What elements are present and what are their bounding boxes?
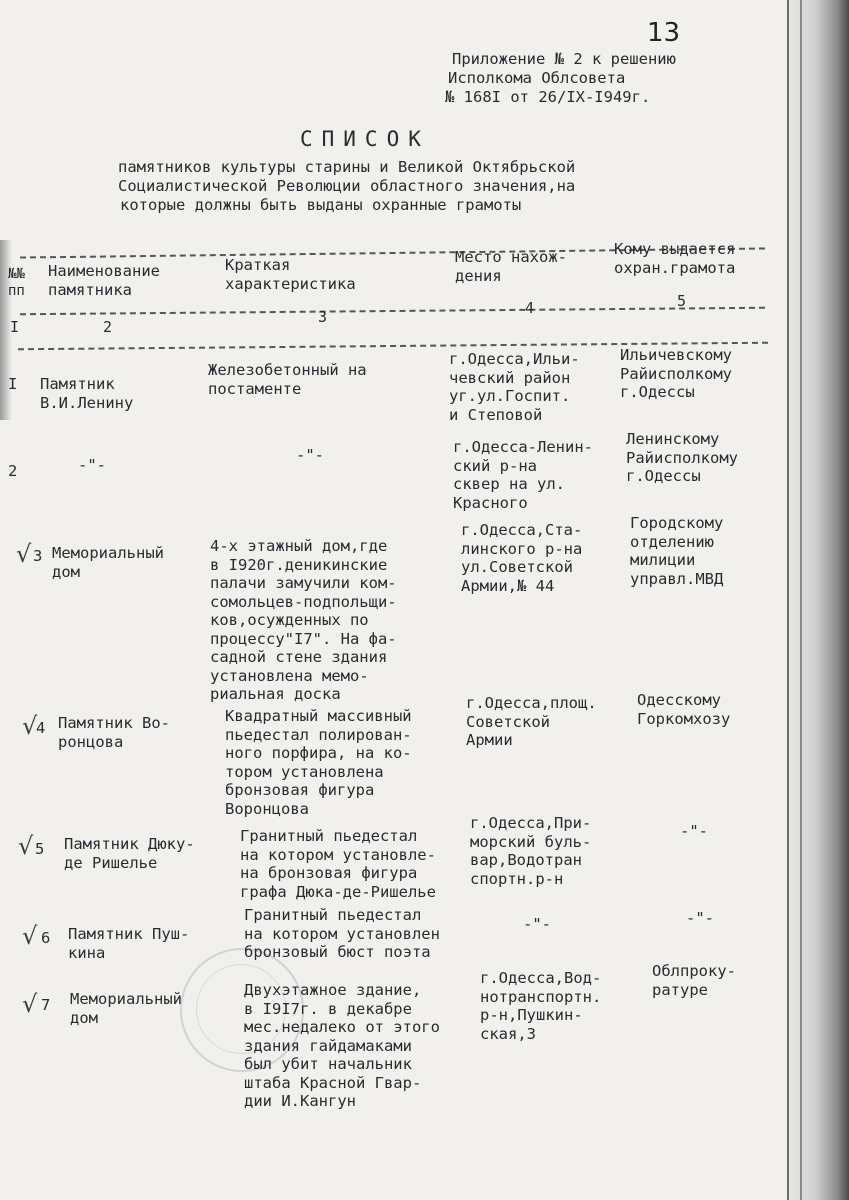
checkmark-icon: √	[16, 540, 32, 568]
page-edge-line	[800, 0, 802, 1200]
row-desc: -"-	[296, 446, 324, 464]
subtitle-line-3: которые должны быть выданы охранные грамоты	[120, 196, 522, 214]
checkmark-icon: √	[22, 990, 38, 1018]
header-place: Место нахож- дения	[455, 248, 567, 285]
page-edge-shadow	[789, 0, 849, 1200]
column-number: 3	[318, 308, 328, 326]
subtitle-line-2: Социалистической Революции областного значения,на	[118, 177, 576, 195]
row-desc: Железобетонный на постаменте	[208, 361, 367, 398]
row-name: Памятник Пуш- кина	[68, 925, 190, 962]
document-title: СПИСОК	[300, 127, 430, 151]
row-to: Ленинскому Райисполкому г.Одессы	[626, 430, 738, 485]
checkmark-icon: √	[22, 712, 38, 740]
row-desc: Квадратный массивный пьедестал полирован- ного порфира, на ко- тором установлена бронзовая фигура Воронцова	[225, 707, 412, 818]
header-bottom-rule	[20, 307, 765, 316]
row-place: г.Одесса,площ. Советской Армии	[466, 694, 597, 749]
row-to: -"-	[686, 909, 714, 927]
row-desc: Гранитный пьедестал на котором установлен бронзовый бюст поэта	[244, 906, 440, 961]
row-number: 6	[41, 929, 51, 947]
row-to: -"-	[680, 822, 708, 840]
column-number: I	[10, 318, 20, 336]
row-desc: Гранитный пьедестал на котором установле- на бронзовая фигура графа Дюка-де-Ришелье	[240, 827, 436, 901]
row-name: -"-	[78, 456, 106, 474]
column-number: 5	[677, 292, 687, 310]
row-number: 3	[33, 547, 43, 565]
row-number: 5	[35, 840, 45, 858]
appendix-line-3: № 168I от 26/IX-I949г.	[445, 88, 651, 106]
header-name: Наименование памятника	[48, 262, 160, 299]
checkmark-icon: √	[22, 922, 38, 950]
row-name: Мемориальный дом	[52, 544, 164, 581]
row-to: Облпроку- ратуре	[652, 962, 736, 999]
row-name: Памятник Во- ронцова	[58, 714, 170, 751]
row-number: I	[8, 375, 18, 393]
header-num: №№ пп	[8, 266, 25, 299]
row-number: 4	[36, 719, 46, 737]
row-desc: Двухэтажное здание, в I9I7г. в декабре мес.недалеко от этого здания гайдамаками был убит начальник штаба Красной Гвар- дии И.Кангун	[244, 981, 440, 1110]
row-place: г.Одесса-Ленин- ский р-на сквер на ул. Красного	[453, 438, 593, 512]
page-number: 13	[647, 18, 681, 48]
row-number: 7	[41, 996, 51, 1014]
row-to: Одесскому Горкомхозу	[637, 691, 731, 728]
row-place: г.Одесса,При- морский буль- вар,Водотран спортн.р-н	[470, 814, 592, 888]
appendix-line-2: Исполкома Облсовета	[448, 69, 626, 87]
row-name: Мемориальный дом	[70, 990, 182, 1027]
checkmark-icon: √	[18, 832, 34, 860]
row-to: Ильичевскому Райисполкому г.Одессы	[620, 346, 732, 401]
row-name: Памятник В.И.Ленину	[40, 375, 134, 412]
row-desc: 4-х этажный дом,где в I920г.деникинские палачи замучили ком- сомольцев-подпольщи- ков,осужденных по процессу"I7". На фа- садной стене здания установлена мемо- риальная доска	[210, 537, 397, 703]
page-edge-line	[787, 0, 789, 1200]
row-place: г.Одесса,Ста- линского р-на ул.Советской Армии,№ 44	[461, 521, 583, 595]
subtitle-line-1: памятников культуры старины и Великой Октябрьской	[118, 158, 576, 176]
row-to: Городскому отделению милиции управл.МВД	[630, 514, 724, 588]
row-name: Памятник Дюку- де Ришелье	[64, 835, 195, 872]
header-desc: Краткая характеристика	[225, 256, 356, 293]
row-place: г.Одесса,Вод- нотранспортн. р-н,Пушкин- ская,3	[480, 969, 602, 1043]
row-number: 2	[8, 462, 18, 480]
row-place: -"-	[523, 915, 551, 933]
row-place: г.Одесса,Ильи- чевский район уг.ул.Госпит. и Степовой	[449, 350, 580, 424]
column-number: 2	[103, 318, 113, 336]
appendix-line-1: Приложение № 2 к решению	[452, 50, 676, 68]
header-to: Кому выдается охран.грамота	[614, 240, 736, 277]
column-number: 4	[525, 299, 535, 317]
